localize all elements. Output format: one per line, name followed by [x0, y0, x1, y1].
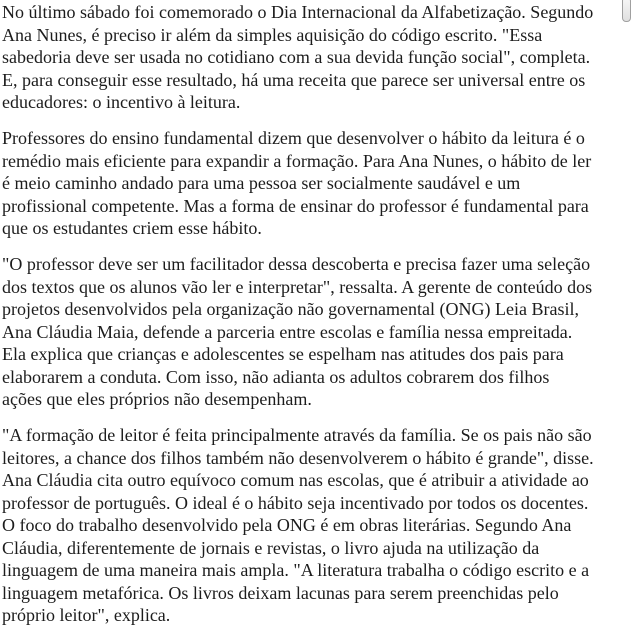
text-line: remédio mais eficiente para expandir a formação. Para Ana Nunes, o hábito de ler — [2, 150, 592, 171]
scrollbar-thumb[interactable] — [622, 0, 631, 22]
text-line: dos textos que os alunos vão ler e interpretar", ressalta. A gerente de conteúdo dos — [2, 276, 593, 297]
text-line: próprio leitor", explica. — [2, 605, 171, 625]
text-line: Professores do ensino fundamental dizem que desenvolver o hábito da leitura é o — [2, 128, 585, 148]
text-line: educadores: o incentivo à leitura. — [2, 92, 241, 112]
text-line: que os estudantes criem esse hábito. — [2, 218, 262, 238]
text-line: professor de português. O ideal é o hábito seja incentivado por todos os docentes. — [2, 492, 589, 513]
text-line: sabedoria deve ser usada no cotidiano com a sua devida função social", completa. — [2, 47, 591, 67]
text-line: profissional competente. Mas a forma de ensinar do professor é fundamental para — [2, 195, 589, 216]
text-line: linguagem de uma maneira mais ampla. "A literatura trabalha o código escrito e a — [2, 560, 590, 580]
text-line: linguagem metafórica. Os livros deixam lacunas para serem preenchidas pelo — [2, 582, 559, 603]
paragraph-3 — [2, 253, 631, 411]
text-line: "O professor deve ser um facilitador dessa descoberta e precisa fazer uma seleção — [2, 254, 591, 274]
text-line: é meio caminho andado para uma pessoa ser socialmente saudável e um — [2, 173, 521, 193]
paragraph-2 — [2, 127, 631, 240]
text-line: Ana Nunes, é preciso ir além da simples aquisição do código escrito. "Essa — [2, 24, 543, 45]
text-line: ações que eles próprios não desempenham. — [2, 389, 312, 409]
text-line: No último sábado foi comemorado o Dia Internacional da Alfabetização. Segundo — [2, 2, 594, 22]
text-line: projetos desenvolvidos pela organização não governamental (ONG) Leia Brasil, — [2, 299, 579, 319]
paragraph-1 — [2, 1, 631, 114]
text-line: Ana Cláudia Maia, defende a parceria entre escolas e família nessa empreitada. — [2, 321, 573, 342]
text-line: O foco do trabalho desenvolvido pela ONG é em obras literárias. Segundo Ana — [2, 515, 572, 535]
text-line: E, para conseguir esse resultado, há uma receita que parece ser universal entre os — [2, 69, 586, 90]
text-line: Cláudia, diferentemente de jornais e revistas, o livro ajuda na utilização da — [2, 537, 540, 558]
text-line: elaborarem a conduta. Com isso, não adianta os adultos cobrarem dos filhos — [2, 366, 550, 387]
text-line: "A formação de leitor é feita principalmente através da família. Se os pais não são — [2, 425, 592, 445]
text-line: Ana Cláudia cita outro equívoco comum nas escolas, que é atribuir a atividade ao — [2, 470, 589, 490]
text-line: Ela explica que crianças e adolescentes se espelham nas atitudes dos pais para — [2, 344, 564, 364]
text-line: leitores, a chance dos filhos também não desenvolverem o hábito é grande", disse. — [2, 447, 594, 468]
paragraph-4 — [2, 424, 631, 627]
